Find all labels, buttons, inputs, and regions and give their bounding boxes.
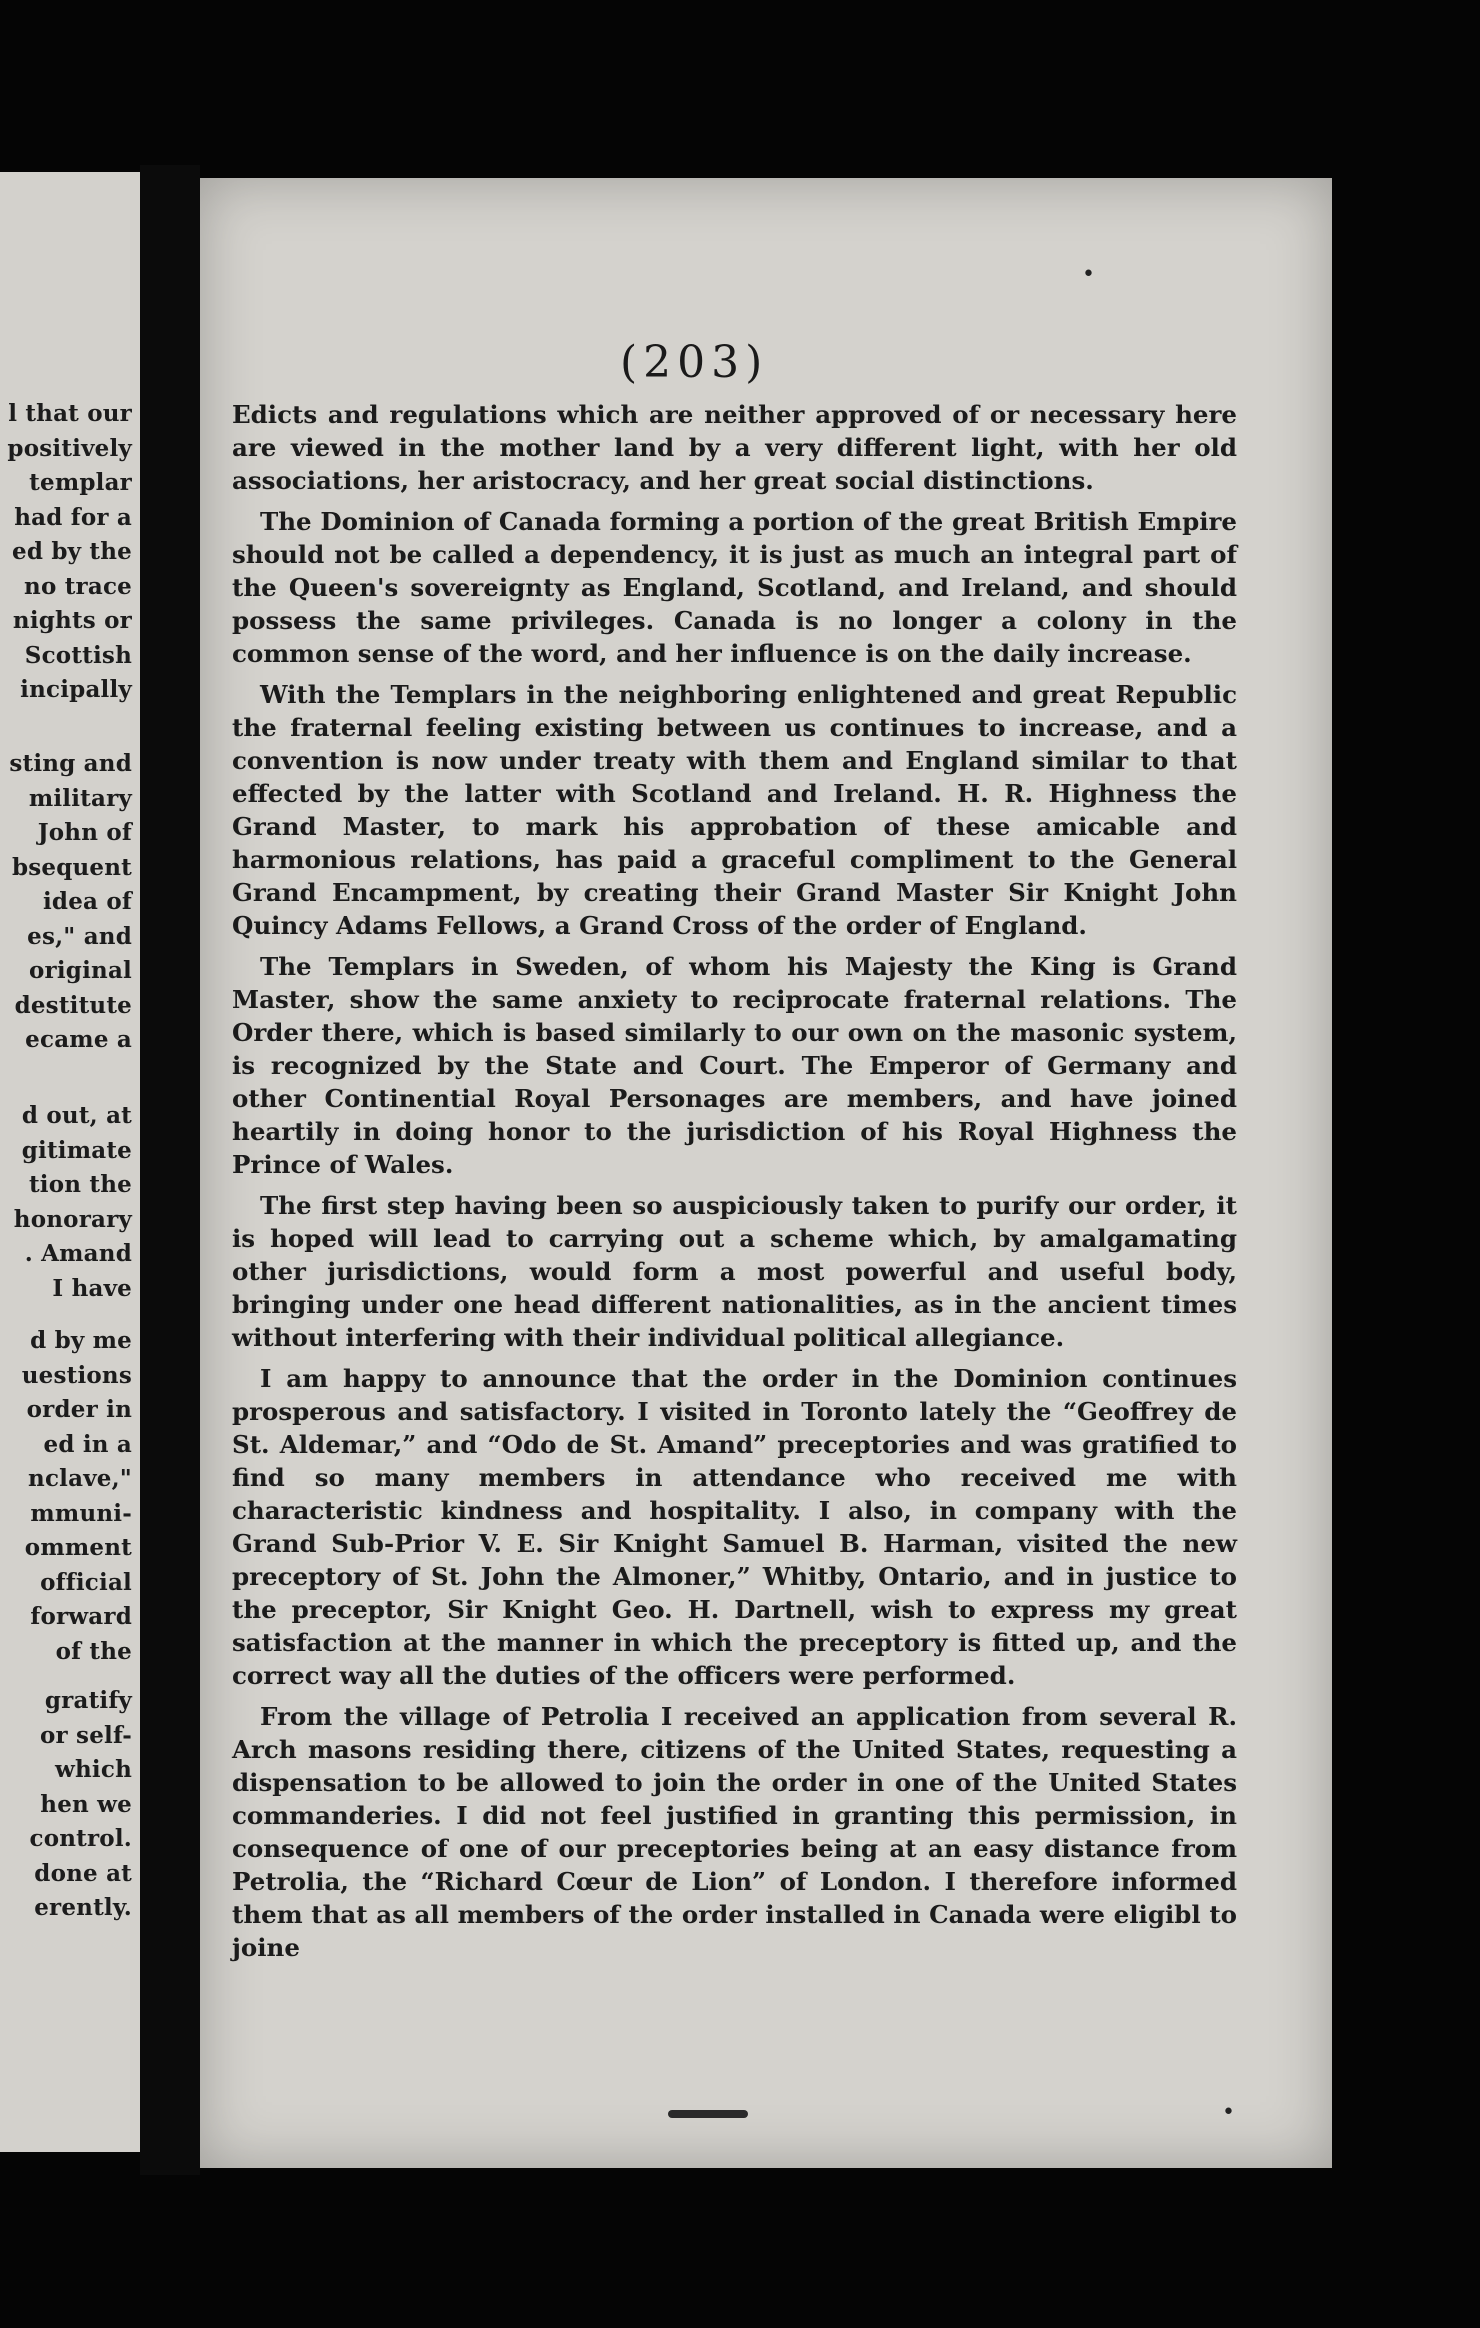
paragraph: The Dominion of Canada forming a portion of the great British Empire should not be called a dependency, it is just as much an integral part of the Queen's sovereignty as England, Scotland, and Ireland, and should possess the same privileges. Canada is no longer a colony in the common sense of the word, and her influence is on the daily increase. [232,507,1237,668]
body-text [232,398,1237,1972]
left-page-line: d by me [30,1327,132,1354]
left-page-line: honorary [13,1205,132,1233]
left-page-line: incipally [20,676,132,703]
paragraph: Edicts and regulations which are neither approved of or necessary here are viewed in the mother land by a very different light, with her old associations, her aristocracy, and her great social distinctions. [232,400,1237,495]
left-page-line: destitute [14,991,132,1019]
paragraph: The first step having been so auspiciously taken to purify our order, it is hoped will lead to carrying out a scheme which, by amalgamating other jurisdictions, would form a most powerful and useful body, bringing under one head different nationalities, as in the ancient times without interfering with their individual political allegiance. [232,1191,1237,1352]
left-page-line: hen we [40,1790,132,1818]
paragraph: With the Templars in the neighboring enlightened and great Republic the fraternal feeling existing between us continues to increase, and a convention is now under treaty with them and England similar to that effected by the latter with Scotland and Ireland. H. R. Highness the Grand Master, to mark his approbation of these amicable and harmonious relations, has paid a graceful compliment to the General Grand Encampment, by creating their Grand Master Sir Knight John Quincy Adams Fellows, a Grand Cross of the order of England. [232,680,1237,940]
left-page-line: of the [55,1637,132,1665]
left-page-line: templar [29,469,132,496]
left-page-line: no trace [24,572,132,600]
left-page-line: original [29,957,132,984]
left-page-line: omment [24,1534,132,1561]
left-page-line: tion the [28,1171,132,1198]
left-page-line: es," and [27,922,132,950]
left-page-line: nights or [12,607,132,634]
left-page-line: idea of [43,888,132,915]
left-page-line: sting and [9,750,132,777]
paragraph: The Templars in Sweden, of whom his Majesty the King is Grand Master, show the same anxiety to reciprocate fraternal relations. The Order there, which is based similarly to our own on the masonic system, is recognized by the State and Court. The Emperor of Germany and other Continential Royal Personages are members, and have joined heartily in doing honor to the jurisdiction of his Royal Highness the Prince of Wales. [232,952,1237,1179]
left-page-line: ed in a [43,1430,132,1458]
left-page-line: John of [37,819,132,846]
left-page-line: order in [26,1396,132,1423]
ink-smudge [668,2110,748,2118]
left-page-line: . Amand [24,1240,132,1267]
left-page-line: mmuni- [30,1499,132,1527]
left-page-line: erently. [34,1894,132,1921]
ink-speck: • [1082,262,1095,287]
left-page-line: I have [52,1274,132,1302]
left-page-line: d out, at [21,1102,132,1129]
page-number: (203) [620,337,769,388]
left-page-line: forward [30,1603,132,1630]
left-page-fragment [0,172,140,2152]
ink-speck: • [1222,2100,1235,2125]
left-page-line: nclave," [28,1465,132,1492]
paragraph: From the village of Petrolia I received an application from several R. Arch masons residing there, citizens of the United States, requesting a dispensation to be allowed to join the order in one of the United States commanderies. I did not feel justified in granting this permission, in consequence of one of our preceptories being at an easy distance from Petrolia, the “Richard Cœur de Lion” of London. I therefore informed them that as all members of the order installed in Canada were eligibl to joine [232,1702,1237,1962]
left-page-line: ed by the [12,538,132,565]
book-gutter [140,165,200,2175]
left-page-line: control. [29,1825,132,1852]
left-page-line: Scottish [24,641,132,669]
left-page-line: gratify [44,1687,132,1714]
left-page-line: official [40,1568,132,1596]
paragraph: I am happy to announce that the order in the Dominion continues prosperous and satisfactory. I visited in Toronto lately the “Geoffrey de St. Aldemar,” and “Odo de St. Amand” preceptories and was gratified to find so many members in attendance who received me with characteristic kindness and hospitality. I also, in company with the Grand Sub-Prior V. E. Sir Knight Samuel B. Harman, visited the new preceptory of St. John the Almoner,” Whitby, Ontario, and in justice to the preceptor, Sir Knight Geo. H. Dartnell, wish to express my great satisfaction at the manner in which the preceptory is fitted up, and the correct way all the duties of the officers were performed. [232,1364,1237,1690]
left-page-line: which [55,1756,132,1783]
left-page-line: military [28,784,132,812]
left-page-line: or self- [39,1721,132,1749]
left-page-line: done at [34,1859,132,1887]
left-page-line: had for a [14,503,132,531]
left-page-line: uestions [21,1361,132,1389]
left-page-line: gitimate [21,1136,132,1164]
left-page-line: bsequent [11,853,132,881]
left-page-line: l that our [8,400,132,427]
left-page-line: ecame a [25,1026,132,1053]
left-page-line: positively [7,434,132,462]
